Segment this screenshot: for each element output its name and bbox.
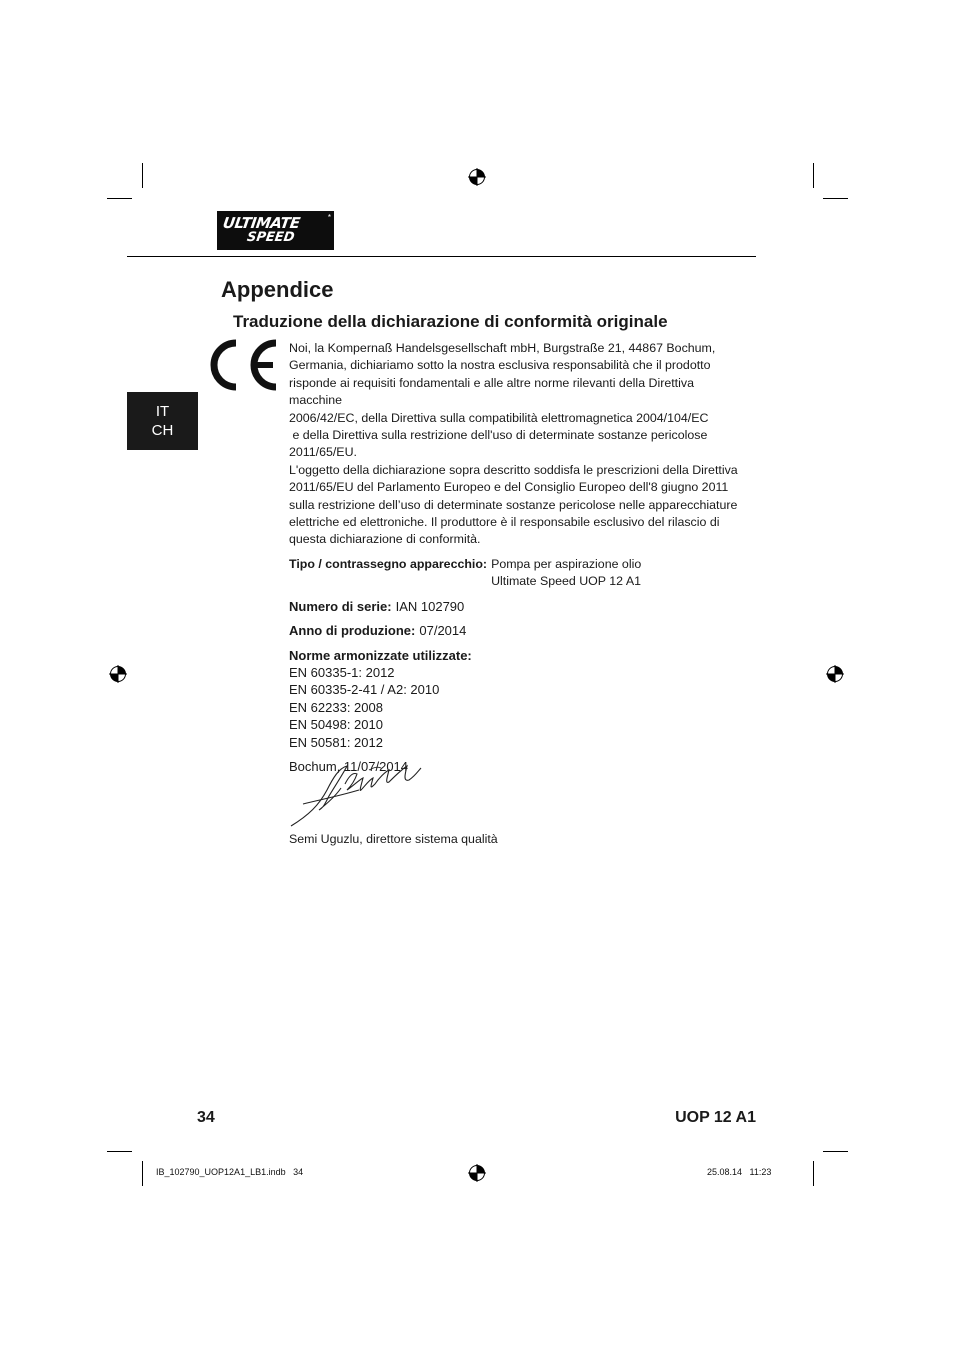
registration-target-icon [826,665,844,683]
norm-item: EN 60335-2-41 / A2: 2010 [289,682,440,698]
brand-logo [217,211,334,250]
text-line: Germania, dichiariamo sotto la nostra esclusiva responsabilità che il prodotto [289,358,711,373]
subsection-title: Traduzione della dichiarazione di conformità originale [233,312,668,331]
norms-list [289,664,749,752]
registration-target-icon [468,1164,486,1182]
norm-item: EN 50581: 2012 [289,734,383,750]
language-tab-line2: CH [151,422,174,439]
serial-number-row [289,598,749,615]
print-slug-file: IB_102790_UOP12A1_LB1.indb 34 [156,1167,304,1177]
text-line: 2006/42/EC, della Direttiva sulla compatibilità elettromagnetica 2004/104/EC [289,410,709,425]
crop-mark [823,198,848,199]
device-type-value-line1: Pompa per aspirazione olio [491,556,642,571]
device-type-label: Tipo / contrassegno apparecchio: [289,556,488,571]
logo-text-speed: SPEED [245,230,296,245]
device-type-value-line2: Ultimate Speed UOP 12 A1 [491,574,641,589]
declaration-paragraph-2 [289,462,749,549]
text-line: 2011/65/EU del Parlamento Europeo e del Consiglio Europeo dell'8 giugno 2011 [289,480,729,495]
crop-mark [813,1161,814,1186]
crop-mark [107,198,132,199]
crop-mark [142,163,143,188]
norms-label: Norme armonizzate utilizzate: [289,647,472,663]
place-date: Bochum, 11/07/2014 [289,759,409,775]
declaration-paragraph-1 [289,340,749,462]
text-line: 2011/65/EU. [289,445,357,460]
serial-number-label: Numero di serie: [289,598,392,614]
ce-mark-icon [206,338,280,392]
text-line: L'oggetto della dichiarazione sopra descritto soddisfa le prescrizioni della Direttiva [289,462,738,477]
logo-text-ultimate: ULTIMATE [221,214,301,232]
text-line: risponde ai requisiti fondamentali e alle altre norme rilevanti della Direttiva macchine [289,375,694,408]
production-year-value: 07/2014 [419,623,467,639]
handwritten-signature [289,760,424,828]
norm-item: EN 50498: 2010 [289,717,383,733]
production-year-row [289,622,749,639]
language-tab [127,392,198,450]
text-line: elettriche ed elettroniche. Il produttore è il responsabile esclusivo del rilascio di [289,515,720,530]
production-year-label: Anno di produzione: [289,623,416,639]
model-label: UOP 12 A1 [675,1109,756,1126]
serial-number-value: IAN 102790 [395,598,465,614]
page-number: 34 [197,1109,215,1126]
device-type-row [289,556,749,591]
crop-mark [823,1151,848,1152]
registration-target-icon [109,665,127,683]
declaration-body [289,340,749,776]
text-line: e della Direttiva sulla restrizione dell'uso di determinate sostanze pericolose [289,428,708,443]
crop-mark [813,163,814,188]
text-line: questa dichiarazione di conformità. [289,532,481,547]
text-line: Noi, la Kompernaß Handelsgesellschaft mbH, Burgstraße 21, 44867 Bochum, [289,341,716,355]
crop-mark [142,1161,143,1186]
text-line: sulla restrizione dell’uso di determinate sostanze pericolose nelle apparecchiature [289,497,738,512]
crop-mark [107,1151,132,1152]
signer-name: Semi Uguzlu, direttore sistema qualità [289,832,498,846]
language-tab-line1: IT [155,403,170,420]
registration-target-icon [468,168,486,186]
section-title: Appendice [221,277,334,302]
logo-mark: * [327,213,331,222]
norm-item: EN 62233: 2008 [289,699,383,715]
print-slug-timestamp: 25.08.14 11:23 [707,1167,772,1177]
header-rule [127,256,756,257]
norm-item: EN 60335-1: 2012 [289,664,395,680]
